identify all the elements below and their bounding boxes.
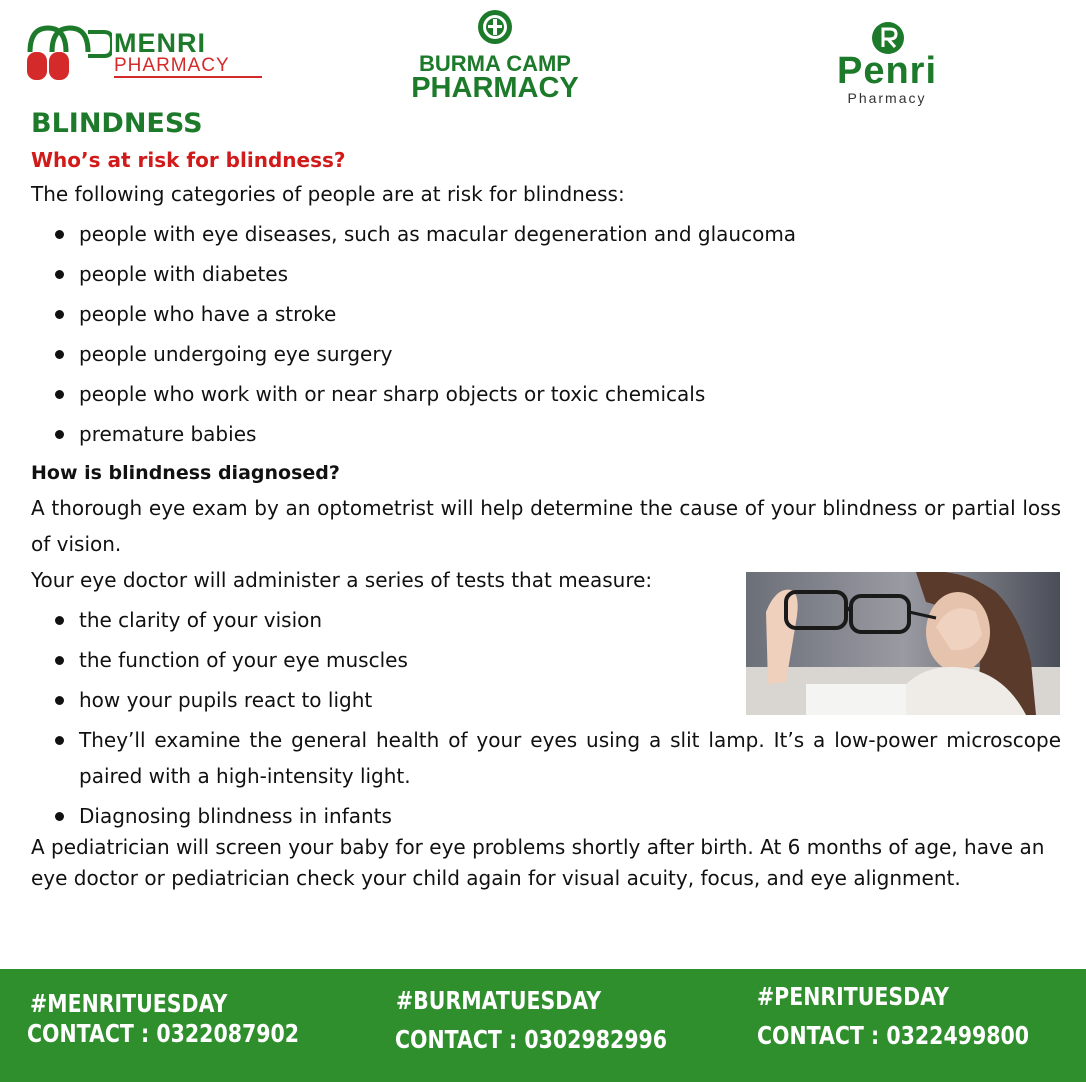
list-item: They’ll examine the general health of your eyes using a slit lamp. It’s a low-power microscope paired with a high-intensity light. (31, 722, 1061, 794)
list-item: the clarity of your vision (31, 602, 1061, 638)
penri-logo-name: Penri (836, 50, 938, 92)
list-item: premature babies (31, 416, 1061, 452)
menri-logo-subtitle: PHARMACY (114, 55, 230, 76)
penri-contact: CONTACT : 0322499800 (757, 1021, 1030, 1050)
risk-list (31, 216, 1061, 452)
menri-hashtag: #MENRITUESDAY (30, 989, 228, 1018)
bullet-icon (55, 430, 64, 439)
penri-hashtag: #PENRITUESDAY (757, 982, 949, 1011)
article (31, 104, 1061, 894)
burma-logo-subtitle: PHARMACY (411, 72, 579, 104)
bullet-icon (55, 616, 64, 625)
bullet-icon (55, 390, 64, 399)
burma-hashtag: #BURMATUESDAY (396, 986, 602, 1015)
burma-contact: CONTACT : 0302982996 (395, 1025, 668, 1054)
bullet-icon (55, 656, 64, 665)
diagnosis-paragraph: A thorough eye exam by an optometrist will help determine the cause of your blindness or partial loss of vision. (31, 496, 1061, 556)
bullet-icon (55, 812, 64, 821)
risk-heading: Who’s at risk for blindness? (31, 148, 346, 172)
list-item: how your pupils react to light (31, 682, 1061, 718)
bullet-icon (55, 230, 64, 239)
list-item: people undergoing eye surgery (31, 336, 1061, 372)
bullet-icon (55, 350, 64, 359)
bullet-icon (55, 310, 64, 319)
list-item: the function of your eye muscles (31, 642, 1061, 678)
penri-logo-subtitle: Pharmacy (847, 90, 927, 106)
list-item: Diagnosing blindness in infants (31, 798, 1061, 834)
emblem-icon (476, 8, 514, 50)
bullet-icon (55, 696, 64, 705)
article-title: BLINDNESS (31, 108, 203, 139)
list-item: people who work with or near sharp objects or toxic chemicals (31, 376, 1061, 412)
penri-pharmacy-logo (826, 20, 948, 110)
bullet-icon (55, 736, 64, 745)
footer-banner (0, 969, 1086, 1082)
tests-intro: Your eye doctor will administer a series of tests that measure: (31, 568, 653, 592)
pill-capsule-icon (26, 22, 112, 84)
list-item: people with eye diseases, such as macular degeneration and glaucoma (31, 216, 1061, 252)
list-item: people who have a stroke (31, 296, 1061, 332)
risk-intro: The following categories of people are at risk for blindness: (31, 182, 625, 206)
woman-holding-glasses-photo (746, 572, 1060, 715)
infant-paragraph: A pediatrician will screen your baby for eye problems shortly after birth. At 6 months of age, have an eye doctor or pediatrician check your child again for visual acuity, focus, and eye alignment. (31, 835, 1045, 890)
menri-contact: CONTACT : 0322087902 (27, 1019, 300, 1048)
diagnosis-heading: How is blindness diagnosed? (31, 462, 340, 484)
menri-logo-name: MENRI (114, 28, 206, 58)
burma-camp-pharmacy-logo (400, 6, 590, 102)
burma-logo-name: BURMA CAMP (419, 51, 571, 76)
menri-logo-underline (114, 76, 262, 78)
bullet-icon (55, 270, 64, 279)
list-item: people with diabetes (31, 256, 1061, 292)
menri-pharmacy-logo (26, 22, 246, 84)
